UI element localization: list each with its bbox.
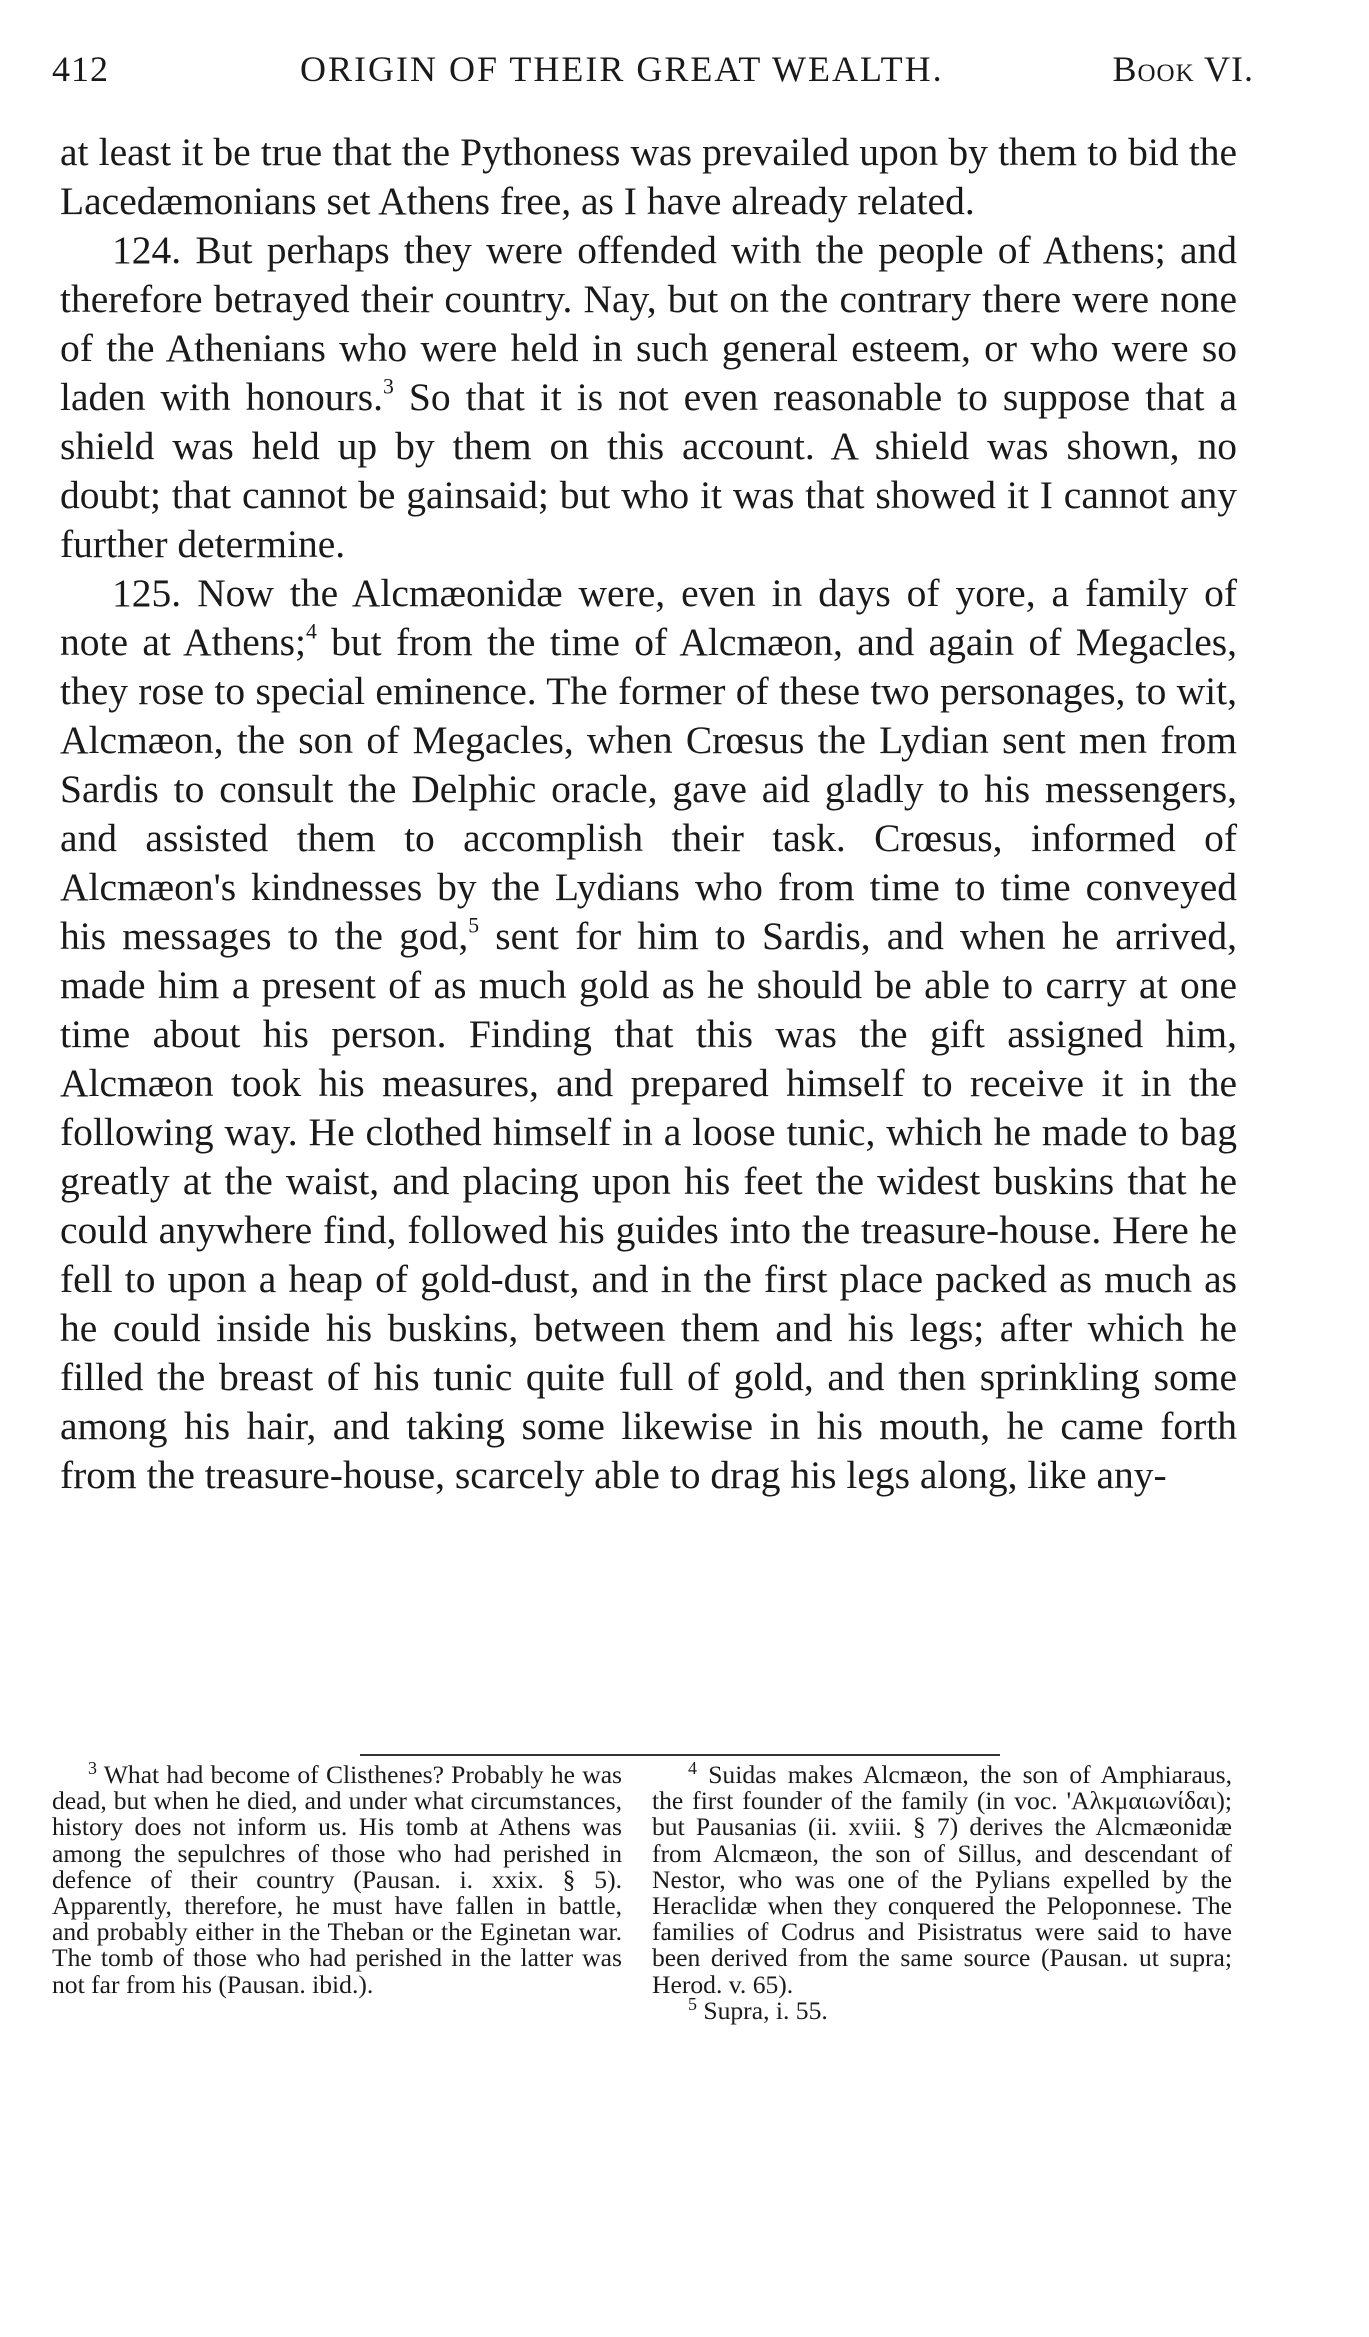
- paragraph-124-text-a: 124. But perhaps they were offended with the people of Athens; and therefore betrayed their country. Nay, but on the contrary there were none of the Athenians who were held in such general esteem, or who were so laden with honours.: [60, 228, 1237, 419]
- footnote-4-text: Suidas makes Alcmæon, the son of Amphiaraus, the first founder of the family (in voc. 'Αλκμαιωνίδαι); but Pausanias (ii. xviii. § 7) derives the Alcmæonidæ from Alcmæon, the son of Sillus, and descendant of Nestor, who was one of the Pylians expelled by the Heraclidæ when they conquered the Peloponnese. The families of Codrus and Pisistratus were said to have been derived from the same source (Pausan. ut supra; Herod. v. 65).: [652, 1760, 1232, 1999]
- footnote-ref-5: 5: [468, 913, 480, 938]
- running-title: ORIGIN OF THEIR GREAT WEALTH.: [300, 49, 944, 89]
- paragraph-continued: at least it be true that the Pythoness was prevailed upon by them to bid the Lacedæmonians set Athens free, as I have already related.: [60, 130, 1237, 223]
- footnote-3: [52, 1758, 623, 1999]
- footnote-4-mark: 4: [688, 1758, 697, 1779]
- footnote-4: [652, 1758, 1232, 1999]
- paragraph-124: [60, 226, 1237, 569]
- paragraph-125-text-b: but from the time of Alcmæon, and again of Megacles, they rose to special eminence. The former of these two personages, to wit, Alcmæon, the son of Megacles, when Crœsus the Lydian sent men from Sardis to consult the Delphic oracle, gave aid gladly to his messengers, and assisted them to accomplish their task. Crœsus, informed of Alcmæon's kindnesses by the Lydians who from time to time conveyed his messages to the god,: [60, 620, 1237, 958]
- page-number: 412: [52, 49, 109, 89]
- footnote-3-mark: 3: [88, 1758, 97, 1779]
- footnote-ref-4: 4: [305, 619, 317, 644]
- footnote-divider: [360, 1754, 1000, 1756]
- footnotes-left-column: [52, 1758, 623, 1999]
- footnote-5-text: Supra, i. 55.: [703, 1995, 828, 2025]
- paragraph-125: [60, 569, 1237, 1500]
- book-label: Book VI.: [1112, 49, 1254, 89]
- paragraph-124-text-b: So that it is not even reasonable to suppose that a shield was held up by them on this account. A shield was shown, no doubt; that cannot be gainsaid; but who it was that showed it I cannot any further determine.: [60, 375, 1237, 566]
- main-text: [60, 128, 1237, 1500]
- footnotes-right-column: [652, 1758, 1232, 2025]
- paragraph-125-text-a: 125. Now the Alcmæonidæ were, even in days of yore, a family of note at Athens;: [60, 571, 1237, 664]
- footnote-3-text: What had become of Clisthenes? Probably he was dead, but when he died, and under what circumstances, history does not inform us. His tomb at Athens was among the sepulchres of those who had perished in defence of their country (Pausan. i. xxix. § 5). Apparently, therefore, he must have fallen in battle, and probably either in the Theban or the Eginetan war. The tomb of those who had perished in the latter was not far from his (Pausan. ibid.).: [52, 1760, 623, 1999]
- running-header: [52, 48, 1252, 108]
- footnote-5-mark: 5: [688, 1993, 697, 2014]
- footnote-ref-3: 3: [382, 374, 394, 399]
- paragraph-125-text-c: sent for him to Sardis, and when he arrived, made him a present of as much gold as he should be able to carry at one time about his person. Finding that this was the gift assigned him, Alcmæon took his measures, and prepared himself to receive it in the following way. He clothed himself in a loose tunic, which he made to bag greatly at the waist, and placing upon his feet the widest buskins that he could anywhere find, followed his guides into the treasure-house. Here he fell to upon a heap of gold-dust, and in the first place packed as much as he could inside his buskins, between them and his legs; after which he filled the breast of his tunic quite full of gold, and then sprinkling some among his hair, and taking some likewise in his mouth, he came forth from the treasure-house, scarcely able to drag his legs along, like any-: [60, 914, 1238, 1497]
- footnote-5: [652, 1993, 1232, 2025]
